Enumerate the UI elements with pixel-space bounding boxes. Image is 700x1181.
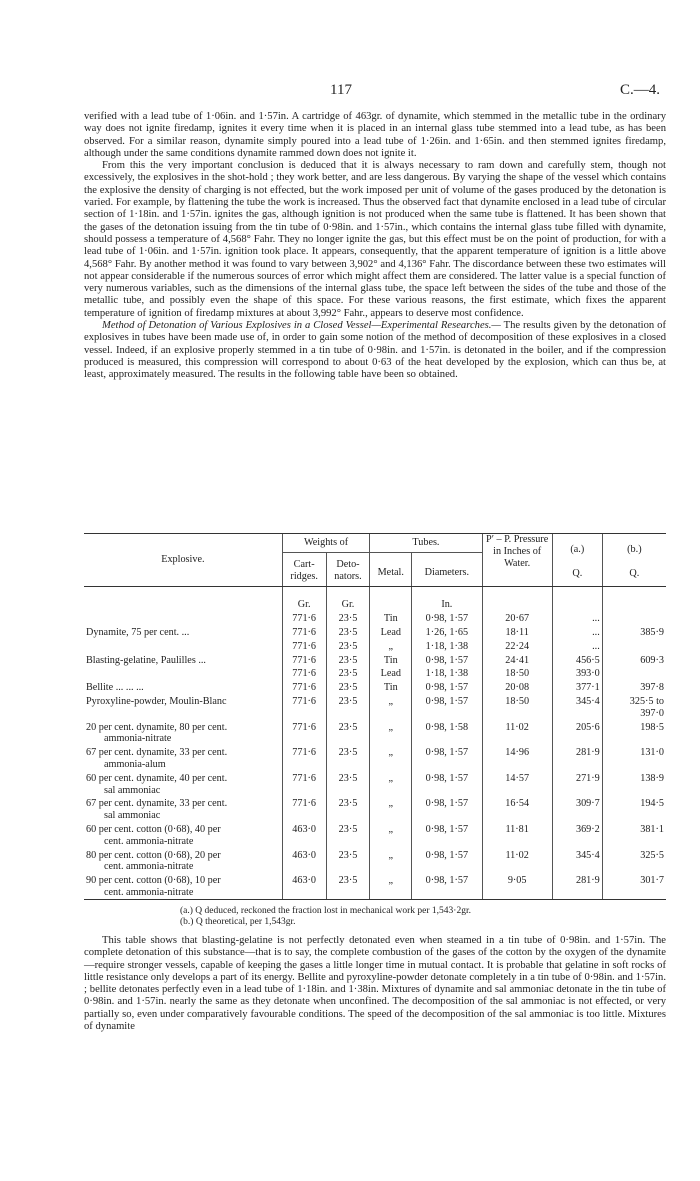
- qa-q: Q.: [572, 567, 583, 579]
- cell-metal: „: [370, 694, 412, 720]
- cell-det: 23·5: [326, 720, 370, 746]
- unit-cart: Gr.: [282, 587, 326, 611]
- cell-qb: 301·7: [602, 873, 666, 899]
- footnotes: [180, 906, 471, 928]
- cell-det: 23·5: [326, 771, 370, 797]
- table-row: [84, 611, 666, 625]
- table-row: [84, 639, 666, 653]
- cell-qa: ...: [552, 611, 602, 625]
- cell-p: 11·02: [482, 720, 552, 746]
- section-heading: Method of Detonation of Various Explosives in a Closed Vessel—Experimental Researches.—: [102, 320, 501, 332]
- cell-explosive: [84, 625, 282, 639]
- cell-diam: 0·98, 1·58: [412, 720, 482, 746]
- paragraph: verified with a lead tube of 1·06in. and 1·57in. A cartridge of 463gr. of dynamite, which stemmed in the metallic tube in the ordinary way does not ignite firedamp, ignites it every time when it is placed in an internal glass tube stemmed into a lead tube, as has been observed. For a similar reason, dynamite simply poured into a lead tube of 1·26in. and 1·65in. and then stemmed ignites firedamp, although under the same conditions dynamite rammed down does not ignite it.: [84, 111, 666, 159]
- explosive-name: 20 per cent. dynamite, 80 per cent.: [86, 721, 228, 733]
- cell-cart: 771·6: [282, 745, 326, 771]
- cell-qb: 385·9: [602, 625, 666, 639]
- cell-qa: 309·7: [552, 796, 602, 822]
- cell-qb: 194·5: [602, 796, 666, 822]
- cell-p: 18·50: [482, 666, 552, 680]
- cell-qa: ...: [552, 625, 602, 639]
- footnote-a: (a.) Q deduced, reckoned the fraction lost in mechanical work per 1,543·2gr.: [180, 906, 471, 916]
- cell-diam: 0·98, 1·57: [412, 694, 482, 720]
- cell-explosive: [84, 771, 282, 797]
- cell-diam: 0·98, 1·57: [412, 822, 482, 848]
- cell-diam: 0·98, 1·57: [412, 771, 482, 797]
- explosive-sub: sal ammoniac: [104, 784, 161, 796]
- cell-metal: Lead: [370, 666, 412, 680]
- cell-p: 20·67: [482, 611, 552, 625]
- explosive-sub: cent. ammonia-nitrate: [104, 861, 194, 873]
- cell-metal: „: [370, 848, 412, 874]
- cell-det: 23·5: [326, 625, 370, 639]
- table-body: [84, 587, 666, 899]
- cell-qa: 281·9: [552, 873, 602, 899]
- cell-explosive: [84, 873, 282, 899]
- cell-p: 20·08: [482, 680, 552, 694]
- cell-qa: 369·2: [552, 822, 602, 848]
- cell-p: 24·41: [482, 653, 552, 667]
- cell-det: 23·5: [326, 796, 370, 822]
- cell-metal: „: [370, 771, 412, 797]
- cell-diam: 0·98, 1·57: [412, 653, 482, 667]
- cell-det: 23·5: [326, 745, 370, 771]
- table-row: [84, 796, 666, 822]
- cell-cart: 463·0: [282, 848, 326, 874]
- table-row: [84, 653, 666, 667]
- cell-det: 23·5: [326, 848, 370, 874]
- cell-diam: 0·98, 1·57: [412, 873, 482, 899]
- cell-qb: [602, 666, 666, 680]
- explosive-name: 67 per cent. dynamite, 33 per cent.: [86, 747, 228, 759]
- cell-explosive: [84, 848, 282, 874]
- cell-qa: 281·9: [552, 745, 602, 771]
- cell-cart: 771·6: [282, 720, 326, 746]
- body-text-top: [84, 111, 666, 382]
- cell-diam: 1·18, 1·38: [412, 666, 482, 680]
- cell-metal: „: [370, 796, 412, 822]
- col-pressure: P′ – P. Pressure in Inches of Water.: [482, 534, 552, 587]
- explosive-name: Blasting-gelatine, Paulilles ...: [86, 654, 206, 666]
- cell-qa: 271·9: [552, 771, 602, 797]
- cell-qb: 138·9: [602, 771, 666, 797]
- explosive-sub: sal ammoniac: [104, 810, 161, 822]
- table-row: [84, 680, 666, 694]
- col-qa: [552, 534, 602, 587]
- explosive-name: Bellite ... ... ...: [86, 682, 144, 694]
- cell-qa: 456·5: [552, 653, 602, 667]
- cell-p: 14·96: [482, 745, 552, 771]
- cell-det: 23·5: [326, 639, 370, 653]
- unit-det: Gr.: [326, 587, 370, 611]
- table-row: [84, 848, 666, 874]
- cell-qa: ...: [552, 639, 602, 653]
- units-spacer: [602, 587, 666, 611]
- cell-cart: 771·6: [282, 796, 326, 822]
- cell-det: 23·5: [326, 611, 370, 625]
- cell-explosive: [84, 680, 282, 694]
- cell-det: 23·5: [326, 694, 370, 720]
- cell-explosive: [84, 745, 282, 771]
- cell-diam: 0·98, 1·57: [412, 680, 482, 694]
- cell-p: 18·11: [482, 625, 552, 639]
- cell-cart: 771·6: [282, 639, 326, 653]
- qb-label: (b.): [627, 544, 642, 555]
- cell-metal: „: [370, 720, 412, 746]
- paragraph: This table shows that blasting-gelatine is not perfectly detonated even when steamed in a tin tube of 0·98in. and 1·57in. The complete detonation of this substance—that is to say, the complete combustion of the gases of the cotton by the oxygen of the dynamite—require stronger vessels, capable of keeping the gases a little longer time in mutual contact. It is probable that gelatine in soft rocks of little resistance only develops a part of its energy. Bellite and pyroxyline-powder detonate completely in a tin tube of 0·98in. and 1·57in. ; bellite detonates perfectly even in a lead tube of 1·18in. and 1·38in. Mixtures of dynamite and sal ammoniac detonate in the tin tube of 0·98in. and 1·57in. nearly the same as they detonate when unconfined. The decomposition of the sal ammoniac is not effected, or very partially so, even under comparatively favourable conditions. The speed of the decomposition of the sal ammoniac is too little. Mixtures of dynamite: [84, 935, 666, 1033]
- cell-qa: 377·1: [552, 680, 602, 694]
- cell-cart: 771·6: [282, 694, 326, 720]
- explosive-name: 67 per cent. dynamite, 33 per cent.: [86, 798, 228, 810]
- cell-qb: 609·3: [602, 653, 666, 667]
- cell-diam: 1·26, 1·65: [412, 625, 482, 639]
- cell-explosive: [84, 611, 282, 625]
- cell-p: 14·57: [482, 771, 552, 797]
- cell-metal: Tin: [370, 611, 412, 625]
- explosive-name: Dynamite, 75 per cent. ...: [86, 626, 190, 638]
- section-text: The results given by the detonation of explosives in tubes have been made use of, in order to gain some notion of the method of decomposition of these explosives in a closed vessel. Indeed, if an explosive properly stemmed in a tin tube of 0·98in. and 1·57in. is detonated in the boiler, and if the compression produced is measured, this compression will correspond to about 0·63 of the heat developed by the explosion, which can thus be, at least, approximately measured. The results in the following table have been so obtained.: [84, 320, 666, 381]
- table-row: [84, 873, 666, 899]
- paragraph: [84, 320, 666, 381]
- cell-metal: „: [370, 822, 412, 848]
- col-tubes: Tubes.: [370, 534, 482, 553]
- explosive-sub: ammonia-alum: [104, 758, 166, 770]
- explosives-table: [84, 533, 666, 900]
- explosive-sub: ammonia-nitrate: [104, 733, 172, 745]
- cell-cart: 463·0: [282, 873, 326, 899]
- table-row: [84, 720, 666, 746]
- cell-explosive: [84, 822, 282, 848]
- cell-cart: 771·6: [282, 680, 326, 694]
- cell-explosive: [84, 666, 282, 680]
- cell-qa: 345·4: [552, 694, 602, 720]
- cell-cart: 771·6: [282, 625, 326, 639]
- col-cartridges: Cart-ridges.: [282, 552, 326, 587]
- table-row: [84, 822, 666, 848]
- cell-explosive: [84, 796, 282, 822]
- col-detonators: Deto-nators.: [326, 552, 370, 587]
- units-spacer: [482, 587, 552, 611]
- cell-qb: 198·5: [602, 720, 666, 746]
- cell-qb: 397·8: [602, 680, 666, 694]
- col-weights: Weights of: [282, 534, 370, 553]
- cell-explosive: [84, 694, 282, 720]
- cell-metal: Tin: [370, 653, 412, 667]
- table-row: [84, 666, 666, 680]
- explosive-name: 60 per cent. dynamite, 40 per cent.: [86, 772, 228, 784]
- table-row: [84, 694, 666, 720]
- cell-p: 9·05: [482, 873, 552, 899]
- cell-qb: 131·0: [602, 745, 666, 771]
- table-row: [84, 745, 666, 771]
- explosive-name: Pyroxyline-powder, Moulin-Blanc: [86, 695, 227, 707]
- cell-cart: 771·6: [282, 653, 326, 667]
- cell-metal: Tin: [370, 680, 412, 694]
- cell-explosive: [84, 639, 282, 653]
- cell-diam: 0·98, 1·57: [412, 611, 482, 625]
- table-row: [84, 625, 666, 639]
- qb-q: Q.: [629, 567, 640, 579]
- cell-det: 23·5: [326, 666, 370, 680]
- cell-metal: „: [370, 873, 412, 899]
- footnote-b: (b.) Q theoretical, per 1,543gr.: [180, 917, 296, 927]
- cell-explosive: [84, 720, 282, 746]
- cell-p: 16·54: [482, 796, 552, 822]
- cell-qb: 325·5: [602, 848, 666, 874]
- cell-diam: 0·98, 1·57: [412, 796, 482, 822]
- cell-p: 11·81: [482, 822, 552, 848]
- unit-diam: In.: [412, 587, 482, 611]
- cell-det: 23·5: [326, 822, 370, 848]
- col-diameters: Diameters.: [412, 552, 482, 587]
- cell-qb: 381·1: [602, 822, 666, 848]
- cell-explosive: [84, 653, 282, 667]
- col-explosive: Explosive.: [84, 534, 282, 587]
- cell-cart: 771·6: [282, 611, 326, 625]
- cell-cart: 771·6: [282, 666, 326, 680]
- explosive-sub: cent. ammonia-nitrate: [104, 835, 194, 847]
- body-text-bottom: [84, 935, 666, 1033]
- cell-qb: 325·5 to 397·0: [602, 694, 666, 720]
- cell-diam: 0·98, 1·57: [412, 848, 482, 874]
- cell-qa: 393·0: [552, 666, 602, 680]
- cell-p: 18·50: [482, 694, 552, 720]
- units-spacer: [552, 587, 602, 611]
- explosive-name: 60 per cent. cotton (0·68), 40 per: [86, 823, 221, 835]
- cell-cart: 463·0: [282, 822, 326, 848]
- cell-diam: 1·18, 1·38: [412, 639, 482, 653]
- cell-det: 23·5: [326, 873, 370, 899]
- col-metal: Metal.: [370, 552, 412, 587]
- cell-qb: [602, 639, 666, 653]
- explosive-name: 80 per cent. cotton (0·68), 20 per: [86, 849, 221, 861]
- units-spacer: [370, 587, 412, 611]
- cell-qa: 345·4: [552, 848, 602, 874]
- cell-cart: 771·6: [282, 771, 326, 797]
- cell-qa: 205·6: [552, 720, 602, 746]
- cell-metal: „: [370, 639, 412, 653]
- paragraph: From this the very important conclusion is deduced that it is always necessary to ram down and carefully stem, though not excessively, the explosives in the shot-hold ; they work better, and are less dangerous. By varying the shape of the vessel which contains the explosive the density of charging is not effected, but the work imposed per unit of volume of the gases produced by the detonation is varied. For example, by flattening the tube the work is increased. Thus the observed fact that dynamite enclosed in a lead tube of circular section of 1·18in. and 1·57in. ignites the gas, although ignition is not produced when the same tube is flattened. It has been shown that the gases of the detonation issuing from the tin tube of 0·98in. and 1·57in., which contains the internal glass tube filled with dynamite, should possess a temperature of 4,568° Fahr. They no longer ignite the gas, but this effect must be on the point of production, for with a lead tube of 1·06in. and 1·57in. ignition took place. It appears, consequently, that the apparent temperature of ignition is a little above 4,568° Fahr. By another method it was found to vary between 3,902° and 4,136° Fahr. The discordance between these two estimates will not appear considerable if the numerous sources of error which might affect them are considered. The latter value is a special function of very numerous variables, such as the dimensions of the internal glass tube, the space left between the sides of the tube and those of the metallic tube, and possibly even the shape of this space. For these various reasons, the first estimate, which fixes the apparent temperature of ignition of firedamp mixtures at about 3,992° Fahr., appears to deserve most confidence.: [84, 160, 666, 319]
- cell-det: 23·5: [326, 653, 370, 667]
- cell-p: 22·24: [482, 639, 552, 653]
- page-number: 117: [330, 82, 352, 98]
- explosive-name: 90 per cent. cotton (0·68), 10 per: [86, 875, 221, 887]
- document-code: C.—4.: [619, 82, 660, 98]
- table-row: [84, 771, 666, 797]
- explosive-sub: cent. ammonia-nitrate: [104, 886, 194, 898]
- cell-det: 23·5: [326, 680, 370, 694]
- qa-label: (a.): [570, 544, 585, 555]
- units-spacer: [84, 587, 282, 611]
- cell-metal: Lead: [370, 625, 412, 639]
- cell-diam: 0·98, 1·57: [412, 745, 482, 771]
- col-qb: [602, 534, 666, 587]
- cell-p: 11·02: [482, 848, 552, 874]
- cell-metal: „: [370, 745, 412, 771]
- cell-qb: [602, 611, 666, 625]
